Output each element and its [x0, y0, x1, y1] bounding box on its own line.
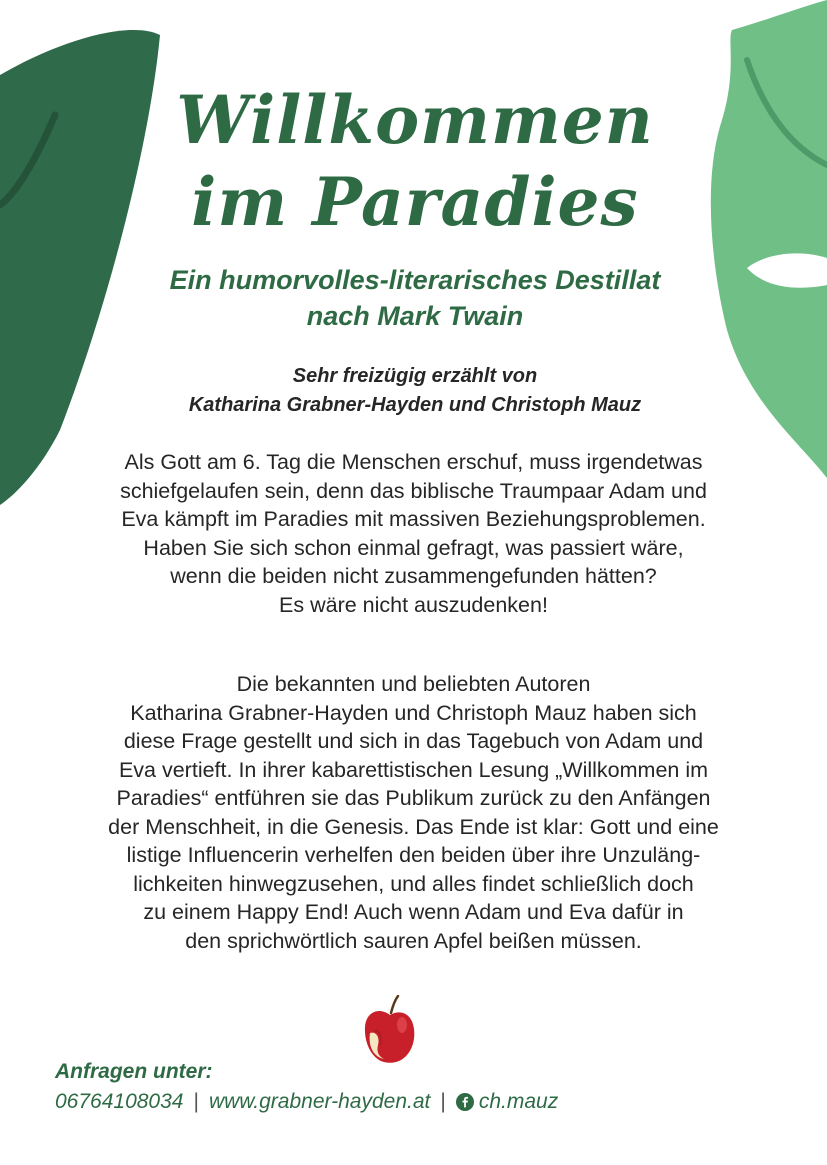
text-line: schiefgelaufen sein, denn das biblische Traumpaar Adam und [120, 478, 707, 503]
dark-leaf-decoration [0, 0, 170, 510]
text-line: Es wäre nicht auszudenken! [279, 592, 548, 617]
facebook-link[interactable]: ch.mauz [478, 1090, 559, 1113]
phone-number[interactable]: 06764108034 [55, 1090, 184, 1113]
text-line: wenn die beiden nicht zusammengefunden hätten? [170, 564, 657, 588]
description-paragraph [50, 670, 777, 955]
text-line: Die bekannten und beliebten Autoren [236, 672, 591, 696]
text-line: den sprichwörtlich sauren Apfel beißen müssen. [185, 928, 642, 953]
subtitle [100, 262, 730, 334]
byline-line-2: Katharina Grabner-Hayden und Christoph Mauz [188, 394, 642, 416]
bitten-apple-icon [360, 995, 420, 1067]
text-line: Katharina Grabner-Hayden und Christoph Mauz haben sich [130, 700, 697, 725]
facebook-icon [456, 1093, 474, 1111]
byline-line-1: Sehr freizügig erzählt von [292, 365, 538, 387]
subtitle-line-2: nach Mark Twain [306, 301, 524, 331]
page-title-line-2: im Paradies [191, 163, 639, 241]
text-line: listige Influencerin verhelfen den beiden über ihre Unzuläng- [126, 843, 701, 867]
byline [100, 362, 730, 420]
text-line: zu einem Happy End! Auch wenn Adam und Eva dafür in [143, 900, 684, 924]
separator: | [440, 1090, 446, 1113]
text-line: Paradies“ entführen sie das Publikum zurück zu den Anfängen [116, 786, 711, 810]
separator: | [193, 1090, 199, 1113]
text-line: Eva vertieft. In ihrer kabarettistischen Lesung „Willkommen im [118, 757, 709, 782]
text-line: lichkeiten hinwegzusehen, und alles findet schließlich doch [133, 871, 694, 896]
text-line: Eva kämpft im Paradies mit massiven Beziehungsproblemen. [121, 507, 706, 531]
subtitle-line-1: Ein humorvolles-literarisches Destillat [169, 265, 661, 295]
intro-paragraph [50, 448, 777, 619]
contact-heading: Anfragen unter: [55, 1060, 213, 1083]
website-link[interactable]: www.grabner-hayden.at [208, 1090, 431, 1113]
text-line: Haben Sie sich schon einmal gefragt, was passiert wäre, [143, 535, 684, 560]
text-line: diese Frage gestellt und sich in das Tagebuch von Adam und [123, 729, 704, 753]
text-line: Als Gott am 6. Tag die Menschen erschuf, muss irgendetwas [124, 450, 703, 474]
page-title-line-1: Willkommen [176, 81, 654, 159]
contact-line [55, 1090, 558, 1114]
text-line: der Menschheit, in die Genesis. Das Ende ist klar: Gott und eine [108, 814, 719, 839]
